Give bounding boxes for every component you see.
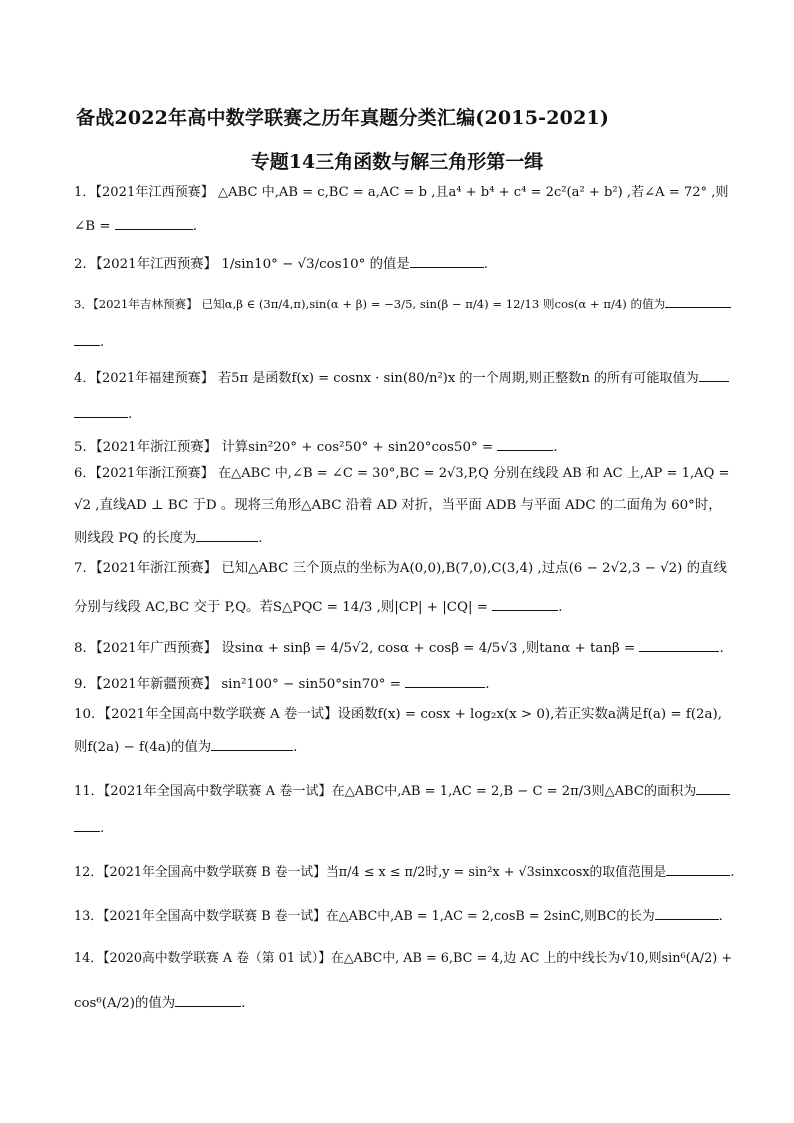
problem-source: 【2021年吉林预赛】 bbox=[92, 297, 198, 311]
problem-text: √2 ,直线AD ⊥ BC 于D 。现将三角形△ABC 沿着 AD 对折，当平面 ADB 与平面 ADC 的二面角为 60°时， bbox=[74, 498, 722, 513]
problem-text: 在△ABC中,AB = 1,AC = 2,B − C = 2π/3则△ABC的面积为 bbox=[331, 784, 697, 799]
problem-source: 【2020高中数学联赛 A 卷（第 01 试）】 bbox=[103, 951, 332, 966]
problem-text: 已知α,β ∈ (3π/4,π),sin(α + β) = −3/5, sin(β − π/4) = 12/13 则cos(α + π/4) 的值为 bbox=[201, 297, 666, 311]
document-title: 备战2022年高中数学联赛之历年真题分类汇编(2015-2021) bbox=[76, 107, 610, 129]
problem-7-line-2: 分别与线段 AC,BC 交于 P,Q。若S△PQC = 14/3 ,则|CP| + |CQ| = . bbox=[74, 597, 563, 617]
problem-number: 10． bbox=[74, 707, 105, 722]
problem-text: 分别与线段 AC,BC 交于 P,Q。若S△PQC = 14/3 ,则|CP| + |CQ| = bbox=[74, 600, 493, 615]
problem-14-line-1 bbox=[74, 950, 732, 968]
problem-text: 设sinα + sinβ = 4/5√2, cosα + cosβ = 4/5√3 ,则tanα + tanβ = bbox=[221, 641, 640, 656]
problem-number: 7． bbox=[74, 561, 96, 576]
problem-text: 在△ABC中,AB = 1,AC = 2,cosB = 2sinC,则BC的长为 bbox=[325, 909, 655, 924]
problem-14-line-2: cos⁶(A/2)的值为 . bbox=[74, 993, 245, 1013]
problem-text: sin²100° − sin50°sin70° = bbox=[221, 677, 406, 692]
problem-source: 【2021年江西预赛】 bbox=[95, 185, 214, 200]
problem-6-line-3: 则线段 PQ 的长度为 . bbox=[74, 528, 263, 548]
answer-blank bbox=[115, 216, 193, 230]
problem-source: 【2021年全国高中数学联赛 A 卷一试】 bbox=[104, 707, 338, 722]
problem-number: 12． bbox=[74, 865, 104, 880]
problem-6-line-2 bbox=[74, 497, 722, 515]
problem-2-line-1: 2．【2021年江西预赛】 1/sin10° − √3/cos10° 的值是 . bbox=[74, 254, 488, 274]
answer-blank bbox=[655, 906, 719, 920]
problem-number: 9． bbox=[74, 677, 96, 692]
problem-text: 则线段 PQ 的长度为 bbox=[74, 531, 197, 546]
problem-12-line-1: 12．【2021年全国高中数学联赛 B 卷一试】当π/4 ≤ x ≤ π/2时,y = sin²x + √3sinxcosx的取值范围是 . bbox=[74, 862, 734, 882]
problem-text: 若5π 是函数f(x) = cosnx · sin(80/n²)x 的一个周期,则正整数n 的所有可能取值为 bbox=[218, 371, 699, 386]
problem-number: 4． bbox=[74, 371, 96, 386]
problem-source: 【2021年江西预赛】 bbox=[95, 257, 218, 272]
answer-blank bbox=[696, 781, 730, 795]
problem-number: 3． bbox=[74, 297, 93, 311]
problem-10-line-2: 则f(2a) − f(4a)的值为 . bbox=[74, 737, 297, 757]
answer-blank bbox=[492, 597, 558, 611]
answer-blank bbox=[410, 254, 484, 268]
problem-source: 【2021年全国高中数学联赛 A 卷一试】 bbox=[103, 784, 332, 799]
problem-text: cos⁶(A/2)的值为 bbox=[74, 996, 176, 1011]
problem-number: 2． bbox=[74, 257, 96, 272]
problem-source: 【2021年全国高中数学联赛 B 卷一试】 bbox=[103, 865, 326, 880]
problem-3-line-1 bbox=[74, 294, 731, 313]
answer-blank bbox=[405, 674, 485, 688]
problem-source: 【2021年浙江预赛】 bbox=[95, 561, 218, 576]
problem-number: 11． bbox=[74, 784, 104, 799]
answer-blank bbox=[196, 528, 258, 542]
problem-source: 【2021年广西预赛】 bbox=[95, 641, 218, 656]
problem-text: ∠B = bbox=[74, 219, 115, 234]
problem-6-line-1 bbox=[74, 465, 729, 483]
answer-blank bbox=[497, 437, 553, 451]
problem-text: 1/sin10° − √3/cos10° 的值是 bbox=[221, 257, 410, 272]
answer-blank bbox=[175, 993, 241, 1007]
problem-10-line-1 bbox=[74, 706, 722, 724]
problem-5-line-1: 5．【2021年浙江预赛】 计算sin²20° + cos²50° + sin20°cos50° = . bbox=[74, 437, 558, 457]
problem-number: 5． bbox=[74, 440, 96, 455]
answer-blank bbox=[74, 404, 128, 418]
problem-3-line-2: . bbox=[74, 332, 104, 352]
answer-blank bbox=[211, 737, 293, 751]
answer-blank bbox=[665, 294, 731, 308]
problem-8-line-1: 8．【2021年广西预赛】 设sinα + sinβ = 4/5√2, cosα + cosβ = 4/5√3 ,则tanα + tanβ = . bbox=[74, 638, 724, 658]
problem-source: 【2021年浙江预赛】 bbox=[95, 440, 218, 455]
problem-number: 1． bbox=[74, 185, 96, 200]
problem-4-line-2: . bbox=[74, 404, 132, 424]
problem-text: △ABC 中,AB = c,BC = a,AC = b ,且a⁴ + b⁴ + c⁴ = 2c²(a² + b²) ,若∠A = 72° ,则 bbox=[218, 185, 729, 200]
problem-7-line-1 bbox=[74, 560, 727, 578]
problem-number: 8． bbox=[74, 641, 96, 656]
problem-11-line-2: . bbox=[74, 818, 104, 838]
answer-blank bbox=[639, 638, 719, 652]
problem-text: 在△ABC 中,∠B = ∠C = 30°,BC = 2√3,P,Q 分别在线段 AB 和 AC 上,AP = 1,AQ = bbox=[218, 466, 730, 481]
problem-13-line-1: 13．【2021年全国高中数学联赛 B 卷一试】在△ABC中,AB = 1,AC = 2,cosB = 2sinC,则BC的长为 . bbox=[74, 906, 723, 926]
problem-source: 【2021年新疆预赛】 bbox=[95, 677, 218, 692]
problem-9-line-1: 9．【2021年新疆预赛】 sin²100° − sin50°sin70° = . bbox=[74, 674, 489, 694]
problem-number: 6． bbox=[74, 466, 96, 481]
problem-text: 则f(2a) − f(4a)的值为 bbox=[74, 740, 212, 755]
problem-text: 设函数f(x) = cosx + log₂x(x > 0),若正实数a满足f(a) = f(2a), bbox=[337, 707, 723, 722]
document-subtitle: 专题14三角函数与解三角形第一缉 bbox=[250, 151, 544, 173]
problem-text: 当π/4 ≤ x ≤ π/2时,y = sin²x + √3sinxcosx的取值范围是 bbox=[325, 865, 667, 880]
problem-4-line-1 bbox=[74, 368, 729, 388]
problem-1-line-1 bbox=[74, 184, 729, 202]
problem-text: 计算sin²20° + cos²50° + sin20°cos50° = bbox=[221, 440, 498, 455]
problem-1-line-2: ∠B = . bbox=[74, 216, 197, 236]
answer-blank bbox=[74, 332, 100, 346]
answer-blank bbox=[666, 862, 730, 876]
problem-number: 13． bbox=[74, 909, 104, 924]
answer-blank bbox=[74, 818, 100, 832]
problem-text: 在△ABC中, AB = 6,BC = 4,边 AC 上的中线长为√10,则sin⁶(A/2) + bbox=[331, 951, 733, 966]
problem-source: 【2021年福建预赛】 bbox=[95, 371, 214, 386]
problem-source: 【2021年浙江预赛】 bbox=[95, 466, 214, 481]
problem-number: 14． bbox=[74, 951, 104, 966]
problem-text: 已知△ABC 三个顶点的坐标为A(0,0),B(7,0),C(3,4) ,过点(6 − 2√2,3 − √2) 的直线 bbox=[221, 561, 727, 576]
problem-source: 【2021年全国高中数学联赛 B 卷一试】 bbox=[103, 909, 326, 924]
answer-blank bbox=[699, 368, 729, 382]
problem-11-line-1 bbox=[74, 781, 730, 801]
